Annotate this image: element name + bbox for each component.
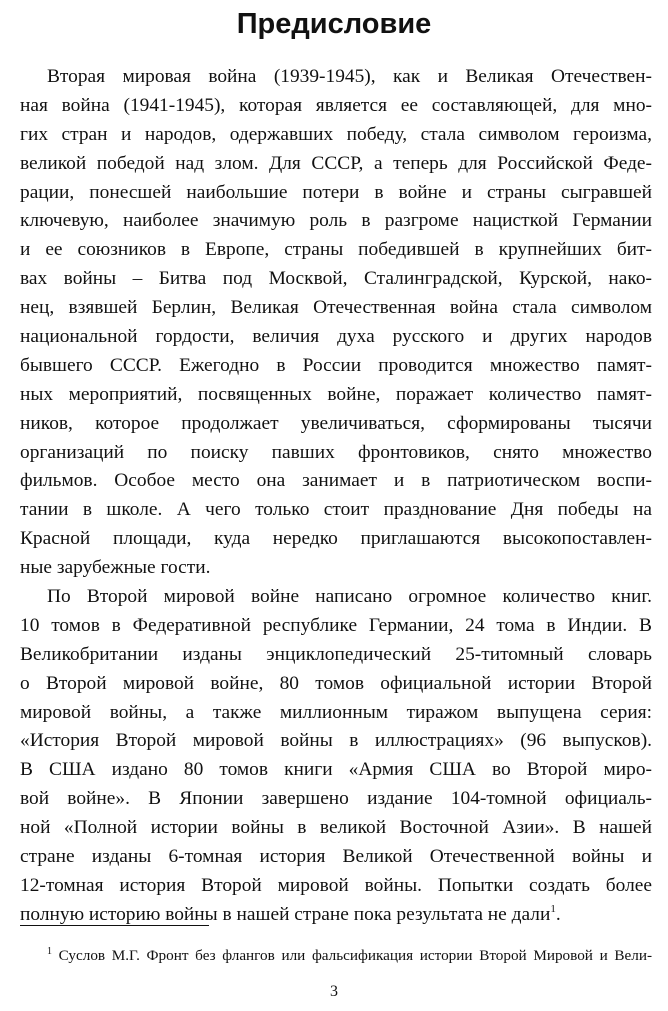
footnote-reference[interactable]: 1 — [550, 902, 556, 915]
text-line: 12-томная история Второй мировой войны. Попытки создать более — [20, 874, 652, 896]
text-line: Вторая мировая война (1939-1945), как и Великая Отечествен- — [47, 66, 652, 87]
text-line: Великобритании изданы энциклопедический 25-титомный словарь — [20, 643, 652, 665]
text-line: и ее союзников в Европе, страны победившей в крупнейших бит- — [20, 239, 652, 261]
text-line: гих стран и народов, одержавших победу, стала символом героизма, — [20, 123, 652, 145]
footnote-separator — [20, 925, 209, 926]
text-line: о Второй мировой войне, 80 томов официальной истории Второй — [20, 672, 652, 694]
body-text — [20, 63, 652, 930]
paragraph-2 — [20, 583, 652, 930]
text-line: нец, взявшей Берлин, Великая Отечественная война стала символом — [20, 297, 652, 319]
text-line: организаций по поиску павших фронтовиков, снято множество — [20, 441, 652, 463]
page-title: Предисловие — [236, 8, 432, 40]
text-line: тании в школе. А чего только стоит празднование Дня победы на — [20, 499, 652, 521]
footnote-number: 1 — [47, 946, 52, 957]
text-line: рации, понесшей наибольшие потери в войне и страны сыгравшей — [20, 181, 652, 203]
text-line: В США издано 80 томов книги «Армия США во Второй миро- — [20, 759, 652, 781]
text-line: ная война (1941-1945), которая является ее составляющей, для мно- — [20, 94, 652, 116]
text-line: бывшего СССР. Ежегодно в России проводится множество памят- — [20, 354, 652, 376]
text-line: великой победой над злом. Для СССР, а теперь для Российской Феде- — [20, 152, 652, 174]
footnote-text: Суслов М.Г. Фронт без флангов или фальсификация истории Второй Мировой и Вели- — [58, 947, 653, 964]
text-line: стране изданы 6-томная история Великой Отечественной войны и — [20, 846, 652, 868]
text-line: вах войны – Битва под Москвой, Сталинградской, Курской, нако- — [20, 268, 652, 290]
sentence-end: . — [555, 903, 561, 925]
text-line: вой войне». В Японии завершено издание 104-томной официаль- — [20, 788, 652, 810]
text-line: ной «Полной истории войны в великой Восточной Азии». В нашей — [20, 817, 652, 839]
text-line: 10 томов в Федеративной республике Германии, 24 тома в Индии. В — [20, 614, 652, 636]
text-line-content: полную историю войны в нашей стране пока результата не дали — [20, 903, 551, 925]
page-number: 3 — [330, 983, 338, 1000]
text-line: Красной площади, куда нередко приглашаются высокопоставлен- — [20, 528, 652, 550]
footnote — [20, 946, 652, 966]
text-line: ные зарубежные гости. — [20, 557, 211, 579]
text-line: фильмов. Особое место она занимает и в патриотическом воспи- — [20, 470, 652, 492]
text-line: национальной гордости, величия духа русского и других народов — [20, 326, 652, 348]
text-line: «История Второй мировой войны в иллюстрациях» (96 выпусков). — [20, 730, 652, 752]
text-line: ключевую, наиболее значимую роль в разгроме нацисткой Германии — [20, 210, 652, 232]
text-line: ных мероприятий, посвященных войне, поражает количество памят- — [20, 383, 652, 405]
text-line: мировой войны, а также миллионным тиражом выпущена серия: — [20, 701, 652, 723]
paragraph-1 — [20, 63, 652, 583]
text-line: По Второй мировой войне написано огромное количество книг. — [47, 586, 652, 608]
text-line: ников, которое продолжает увеличиваться, сформированы тысячи — [20, 412, 652, 434]
